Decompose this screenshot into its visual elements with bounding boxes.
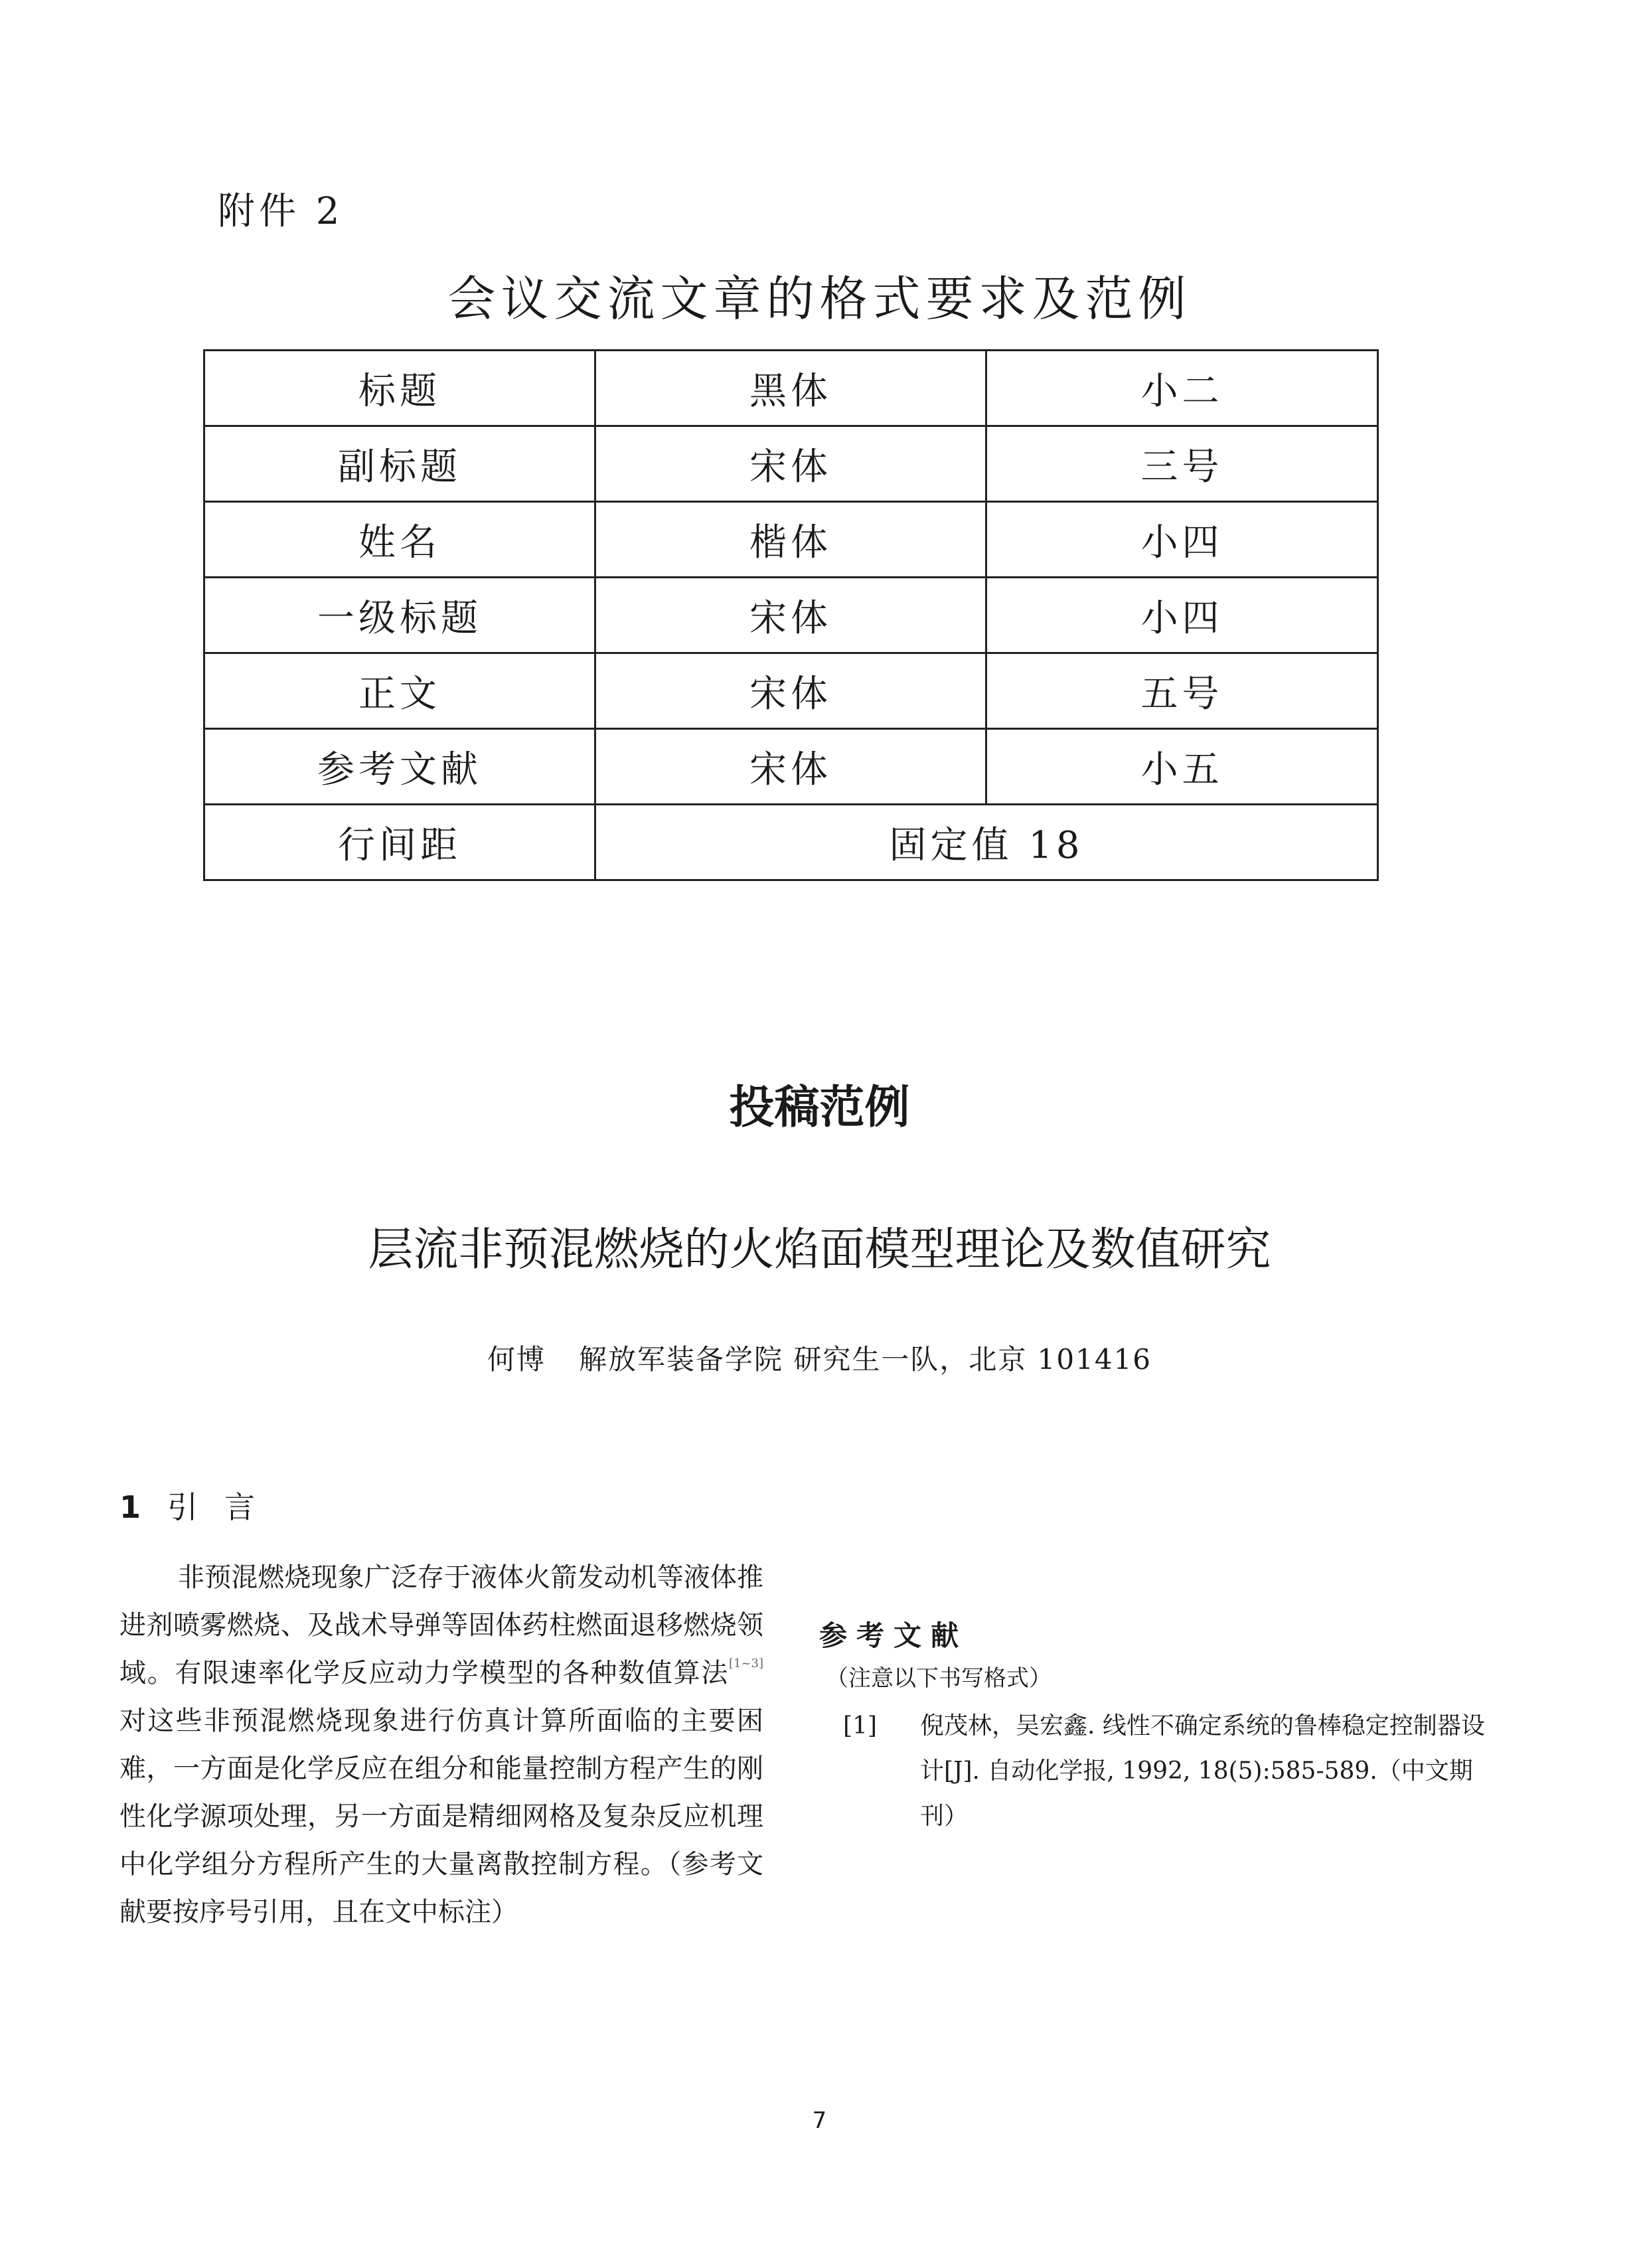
font-size-cell: 小四 [986, 578, 1378, 653]
format-element-cell: 姓名 [204, 502, 595, 578]
font-cell: 楷体 [595, 502, 986, 578]
font-cell: 宋体 [595, 729, 986, 805]
format-table-row [204, 653, 1378, 729]
body-text-part-1: 非预混燃烧现象广泛存于液体火箭发动机等液体推进剂喷雾燃烧、及战术导弹等固体药柱燃面退移燃烧领域。有限速率化学反应动力学模型的各种数值算法 [119, 1562, 763, 1688]
font-size-cell: 三号 [986, 426, 1378, 502]
format-table [203, 349, 1379, 881]
paper-title: 层流非预混燃烧的火焰面模型理论及数值研究 [368, 1224, 1271, 1276]
format-table-row [204, 502, 1378, 578]
format-element-cell: 副标题 [204, 426, 595, 502]
reference-entry: 倪茂林，吴宏鑫. 线性不确定系统的鲁棒稳定控制器设计[J]. 自动化学报, 1992, 18(5):585-589.（中文期刊） [920, 1712, 1485, 1830]
font-cell: 黑体 [595, 351, 986, 426]
attachment-label: 附件 2 [218, 190, 344, 233]
font-size-cell: 小五 [986, 729, 1378, 805]
author-line [0, 1341, 1639, 1378]
font-size-cell: 小四 [986, 502, 1378, 578]
submission-example-heading: 投稿范例 [729, 1082, 910, 1134]
references-heading: 参考文献 [819, 1619, 969, 1652]
references-format-note: （注意以下书写格式） [826, 1665, 1052, 1692]
section-number: 1 [119, 1489, 141, 1525]
line-spacing-row [204, 805, 1378, 880]
font-size-cell: 小二 [986, 351, 1378, 426]
section-title: 引言 [167, 1489, 282, 1525]
line-spacing-label-cell: 行间距 [204, 805, 595, 880]
format-element-cell: 标题 [204, 351, 595, 426]
font-cell: 宋体 [595, 653, 986, 729]
body-paragraph [119, 1554, 763, 1936]
author-affiliation: 解放军装备学院 研究生一队，北京 101416 [578, 1343, 1152, 1376]
citation-marker: [1~3] [728, 1657, 763, 1670]
author-name: 何博 [487, 1343, 546, 1376]
format-element-cell: 正文 [204, 653, 595, 729]
section-heading [119, 1487, 281, 1527]
line-spacing-value-cell: 固定值 18 [595, 805, 1378, 880]
format-table-row [204, 578, 1378, 653]
format-table-row [204, 729, 1378, 805]
format-table-row [204, 351, 1378, 426]
body-text-part-2: 对这些非预混燃烧现象进行仿真计算所面临的主要困难，一方面是化学反应在组分和能量控制方程产生的刚性化学源项处理，另一方面是精细网格及复杂反应机理中化学组分方程所产生的大量离散控制方程。（参考文献要按序号引用，且在文中标注） [119, 1706, 763, 1927]
format-element-cell: 一级标题 [204, 578, 595, 653]
format-table-row [204, 426, 1378, 502]
font-cell: 宋体 [595, 578, 986, 653]
format-element-cell: 参考文献 [204, 729, 595, 805]
page-number: 7 [812, 2107, 827, 2134]
format-table-body [204, 351, 1378, 880]
font-cell: 宋体 [595, 426, 986, 502]
format-requirements-title: 会议交流文章的格式要求及范例 [447, 271, 1192, 327]
font-size-cell: 五号 [986, 653, 1378, 729]
reference-number: [1] [843, 1712, 877, 1740]
